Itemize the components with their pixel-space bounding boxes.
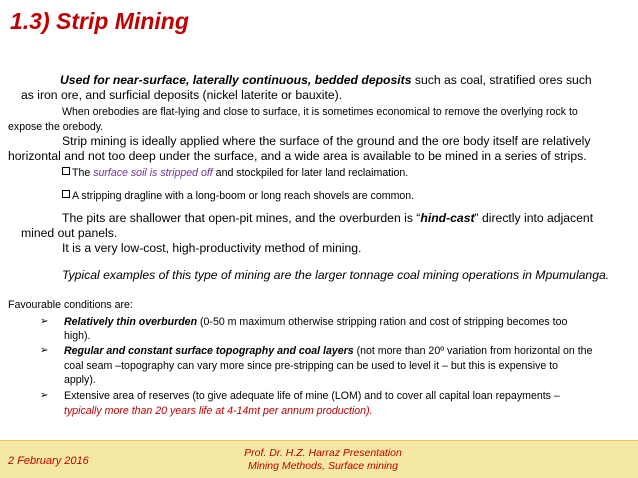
para1-lead: Used for near-surface, laterally continuous, bedded deposits [60,73,412,87]
hind-cast-term: hind-cast [420,211,475,225]
para3-line1: Strip mining is ideally applied where the surface of the ground and the ore body itself are relatively [62,134,591,148]
favourable-heading: Favourable conditions are: [8,299,133,311]
para5: It is a very low-cost, high-productivity method of mining. [62,241,362,255]
footer-date: 2 February 2016 [8,455,89,467]
para1-rest: such as coal, stratified ores such [411,73,592,87]
arrow-bullet-icon: ➢ [40,345,49,356]
condition-3-line1: Extensive area of reserves (to give adequate life of mine (LOM) and to cover all capital loan repayments – [64,390,560,402]
highlight-text: surface soil is stripped off [93,167,213,179]
footer-bar [0,440,638,478]
condition-1-line1: Relatively thin overburden (0-50 m maximum otherwise stripping ration and cost of stripping becomes too [64,316,568,328]
para1-line2: as iron ore, and surficial deposits (nickel laterite or bauxite). [21,88,343,102]
list-item: A stripping dragline with a long-boom or long reach shovels are common. [62,190,414,203]
footer-credit-line2: Mining Methods, Surface mining [248,460,398,472]
para4-line2: mined out panels. [21,226,118,240]
condition-2-line2: coal seam –topography can vary more since pre-stripping can be used to level it – but this is expensive to [64,360,559,372]
list-item: The surface soil is stripped off and stockpiled for later land reclaimation. [62,167,408,180]
para6: Typical examples of this type of mining are the larger tonnage coal mining operations in Mpumulanga. [62,268,610,282]
para2-line1: When orebodies are flat-lying and close to surface, it is sometimes economical to remove the overlying rock to [62,106,578,118]
para4-line1: The pits are shallower that open-pit mines, and the overburden is “hind-cast” directly into adjacent [62,211,594,225]
checkbox-bullet-icon [62,167,70,175]
para2-line2: expose the orebody. [8,121,104,133]
checkbox-bullet-icon [62,190,70,198]
condition-1-line2: high). [64,330,91,342]
footer-credit [233,447,413,473]
arrow-bullet-icon: ➢ [40,390,49,401]
condition-2-line3: apply). [64,374,96,386]
condition-2-line1: Regular and constant surface topography and coal layers (not more than 20º variation from horizontal on the [64,345,593,357]
arrow-bullet-icon: ➢ [40,316,49,327]
slide-title: 1.3) Strip Mining [10,8,189,34]
para1-line1 [60,73,592,88]
condition-3-line2: typically more than 20 years life at 4-14mt per annum production). [64,405,373,417]
para3-line2: horizontal and not too deep under the surface, and a wide area is available to be mined in a series of strips. [8,149,587,163]
footer-credit-line1: Prof. Dr. H.Z. Harraz Presentation [244,447,402,459]
